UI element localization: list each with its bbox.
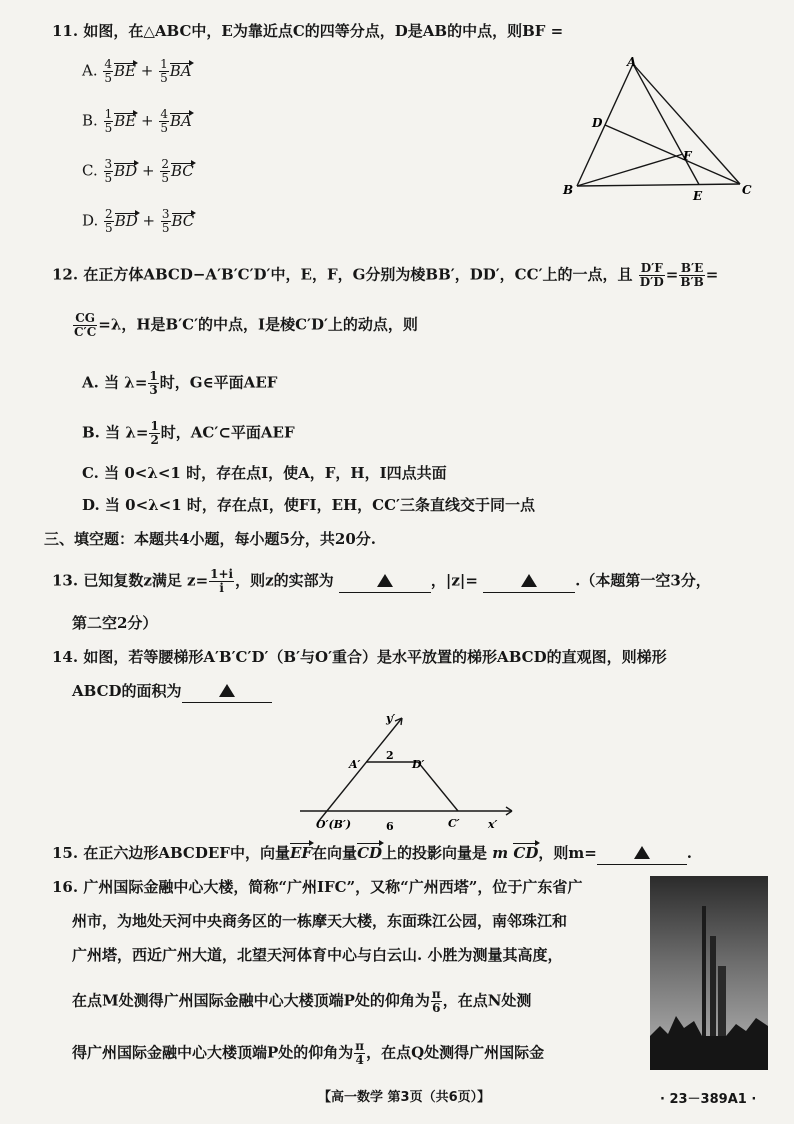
frac-num: 1 [104, 107, 113, 121]
q11-option-c: C. $\frac{3}{5}$ BD + $\frac{2}{5}$ BC [82, 157, 194, 185]
top-length-label: 2 [386, 749, 394, 762]
frac-num: 2 [161, 157, 169, 171]
vector: BE [114, 111, 137, 130]
section-3-heading: 三、填空题：本题共4小题，每小题5分，共20分. [44, 530, 376, 548]
q11-option-a: A. $\frac{4}{5}$ BE + $\frac{1}{5}$ BA [82, 57, 192, 85]
point-label-c: C [742, 183, 752, 197]
frac-num: CG [73, 312, 97, 326]
segment-bf [577, 154, 683, 186]
y-axis-arrow [401, 718, 402, 725]
exam-code: · 23－389A1 · [660, 1092, 757, 1107]
q16-text: 在点M处测得广州国际金融中心大楼顶端P处的仰角为 [72, 991, 430, 1010]
q11-stem: 11. 如图，在△ABC中，E为靠近点C的四等分点，D是AB的中点，则BF = [52, 22, 564, 40]
frac-den: 2 [150, 433, 159, 447]
vector: CD [513, 844, 539, 862]
triangle-icon [634, 846, 650, 859]
q16-text: 得广州国际金融中心大楼顶端P处的仰角为 [72, 1043, 354, 1062]
q16-text: ，在点N处测 [442, 991, 532, 1010]
q13-text: ，|z|= [430, 571, 478, 590]
q15-text: 上的投影向量是 [382, 844, 488, 862]
frac-den: 5 [105, 221, 113, 235]
frac-den: D′D [639, 275, 664, 289]
q16-line2: 州市，为地处天河中央商务区的一栋摩天大楼，东面珠江公园，南邻珠江和 [72, 912, 568, 930]
point-label-e: E [693, 189, 703, 203]
vector: BC [170, 161, 194, 180]
bottom-length-label: 6 [386, 820, 394, 833]
vector: BD [114, 211, 138, 230]
q15-text: ，则m= [538, 844, 597, 862]
frac-num: 1 [149, 369, 158, 383]
option-label: A. [82, 61, 98, 80]
vector: BD [114, 161, 138, 180]
q12-option-c: C. 当 0<λ<1 时，存在点I，使A，F，H，I四点共面 [82, 464, 447, 482]
frac-den: 5 [161, 171, 169, 185]
q15-line [52, 842, 692, 865]
edge-ac [633, 64, 740, 184]
point-label-o: O′(B′) [316, 818, 352, 831]
q12-stem-text: 12. 在正方体ABCD−A′B′C′D′中，E，F，G分别为棱BB′，DD′，CC′上的一点，且 [52, 265, 633, 284]
frac-num: 4 [104, 57, 113, 71]
frac-num: 2 [105, 207, 113, 221]
triangle-icon [377, 574, 393, 587]
frac-den: 5 [104, 121, 113, 135]
edge-bc [577, 184, 740, 186]
q13-text: .（本题第一空3分， [575, 571, 711, 590]
point-label-d: D [592, 116, 603, 130]
option-text: A. 当 λ= [82, 373, 148, 392]
q11-option-b: B. $\frac{1}{5}$ BE + $\frac{4}{5}$ BA [82, 107, 192, 135]
frac-den: 4 [355, 1053, 364, 1067]
frac-den: 5 [104, 71, 113, 85]
q11-triangle-figure [555, 56, 765, 206]
vector: BC [171, 211, 195, 230]
vector: CD [357, 844, 383, 862]
frac-den: B′B [680, 275, 704, 289]
q16-line5 [72, 1040, 544, 1067]
point-label-a: A′ [349, 758, 361, 771]
frac-num: 1 [160, 57, 168, 71]
frac-num: 4 [160, 107, 168, 121]
q12-option-d: D. 当 0<λ<1 时，存在点I，使FI，EH，CC′三条直线交于同一点 [82, 496, 536, 514]
vector: BE [114, 61, 137, 80]
frac-num: π [355, 1039, 365, 1053]
frac-den: 5 [104, 171, 113, 185]
q14-line2 [72, 680, 272, 703]
option-label: D. [82, 211, 99, 230]
answer-blank[interactable] [182, 680, 272, 703]
q15-variable: m [492, 844, 509, 862]
q12-option-b [82, 420, 295, 447]
frac-den: 6 [432, 1001, 441, 1015]
triangle-icon [219, 684, 235, 697]
q13-text: ，则z的实部为 [235, 571, 334, 590]
option-text: 时，G∈平面AEF [159, 373, 278, 392]
answer-blank[interactable] [483, 570, 575, 593]
point-label-a: A [627, 56, 637, 69]
q12-option-a [82, 370, 277, 397]
q14-line1: 14. 如图，若等腰梯形A′B′C′D′（B′与O′重合）是水平放置的梯形ABCD的直观图，则梯形 [52, 648, 667, 666]
q16-line1: 16. 广州国际金融中心大楼，简称“广州IFC”，又称“广州西塔”，位于广东省广 [52, 878, 583, 896]
q12-stem-line2 [72, 312, 418, 339]
page-footer: 【高一数学 第3页（共6页）】 [318, 1090, 491, 1105]
q15-text: 15. 在正六边形ABCDEF中，向量 [52, 844, 290, 862]
frac-num: π [431, 987, 441, 1001]
axis-label-x: x′ [488, 818, 498, 831]
segment-dc [605, 125, 740, 184]
q16-line4 [72, 988, 531, 1015]
q11-option-d: D. $\frac{2}{5}$ BD + $\frac{3}{5}$ BC [82, 207, 195, 235]
answer-blank[interactable] [597, 842, 687, 865]
frac-den: 5 [160, 121, 168, 135]
option-text: 时，AC′⊂平面AEF [160, 423, 295, 442]
option-label: C. [82, 161, 98, 180]
frac-den: 5 [161, 221, 170, 235]
point-label-f: F [683, 149, 692, 163]
q14-trapezoid-figure [290, 712, 530, 842]
q13-text: 13. 已知复数z满足 z= [52, 571, 209, 590]
q16-line3: 广州塔，西近广州大道，北望天河体育中心与白云山. 小胜为测量其高度， [72, 946, 563, 964]
frac-den: 5 [160, 71, 168, 85]
vector: BA [169, 111, 192, 130]
q13-line1 [52, 568, 711, 595]
frac-num: 1 [150, 419, 159, 433]
q12-stem-line1: 12. 在正方体ABCD−A′B′C′D′中，E，F，G分别为棱BB′，DD′，CC′上的一点，且 $\frac{D'F}{D'D}$ = $\frac{B'E}{B'B}$ = [52, 261, 719, 289]
frac-den: C′C [74, 325, 97, 339]
point-label-c: C′ [448, 817, 460, 830]
q15-text: 在向量 [312, 844, 358, 862]
q12-stem-text-2: =λ，H是B′C′的中点，I是棱C′D′上的动点，则 [98, 315, 418, 334]
q14-text: ABCD的面积为 [72, 682, 182, 700]
frac-num: 3 [161, 207, 170, 221]
vector: EF [289, 844, 313, 862]
option-label: B. [82, 111, 98, 130]
frac-num: 1+i [210, 567, 234, 581]
point-label-b: B [563, 183, 574, 197]
frac-num: B′E [680, 261, 704, 275]
answer-blank[interactable] [339, 570, 431, 593]
frac-den: i [219, 581, 224, 595]
point-label-d: D′ [412, 758, 425, 771]
skyline-image [650, 876, 768, 1070]
q13-line2: 第二空2分） [72, 614, 158, 632]
triangle-icon [521, 574, 537, 587]
option-text: B. 当 λ= [82, 423, 149, 442]
q16-skyline-photo [650, 876, 768, 1070]
frac-num: 3 [104, 157, 113, 171]
q15-text: . [686, 844, 693, 862]
vector: BA [169, 61, 192, 80]
axis-label-y: y′ [386, 712, 396, 725]
frac-den: 3 [149, 383, 158, 397]
q16-text: ，在点Q处测得广州国际金 [366, 1043, 545, 1062]
frac-num: D′F [640, 261, 663, 275]
